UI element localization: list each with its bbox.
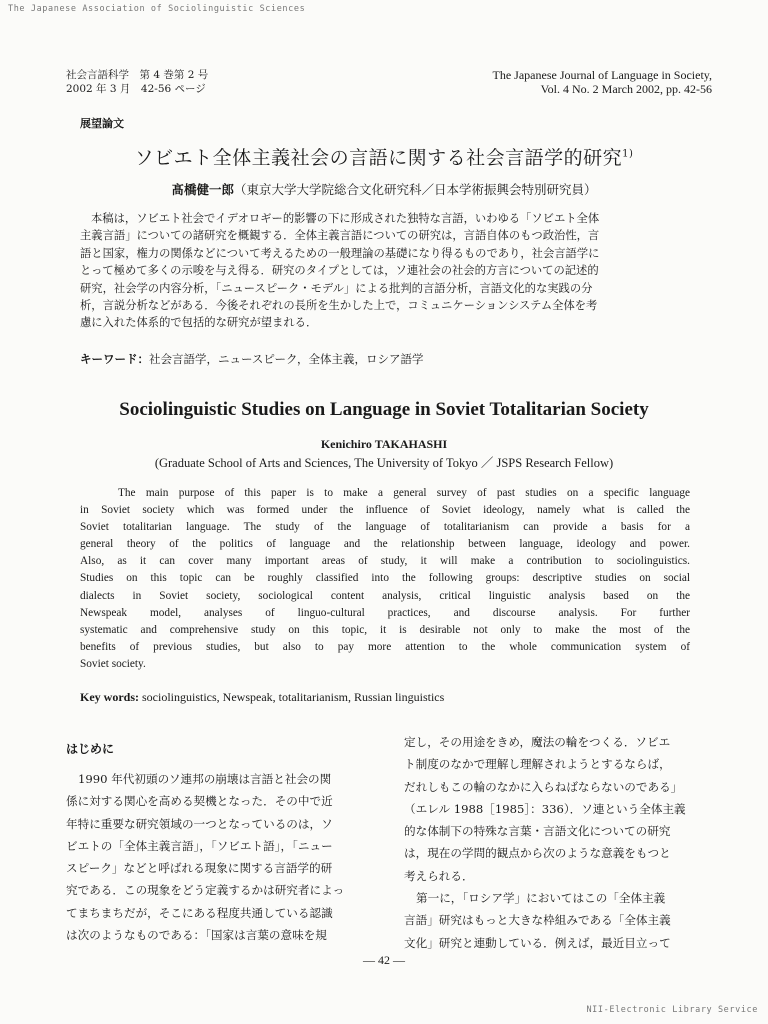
body-line: （エレル 1988［1985］：336）．ソ連という全体主義 — [404, 801, 686, 816]
page-number: — 42 — — [363, 953, 405, 967]
jp-abstract-line: 研究，社会学の内容分析，「ニュースピーク・モデル」による批判的言語分析，言語文化的な実践の分 — [80, 281, 593, 295]
en-title: Sociolinguistic Studies on Language in Soviet Totalitarian Society — [119, 399, 649, 420]
en-abstract-line: Studies on this topic can be roughly classified into the following groups: descriptive studies on social — [80, 572, 690, 585]
article-type: 展望論文 — [80, 117, 124, 130]
journal-header-en-line: The Japanese Journal of Language in Society, — [492, 68, 712, 82]
body-line: てまちまちだが，そこにある程度共通している認識 — [66, 905, 333, 920]
jp-title-footnote[interactable]: 1) — [622, 148, 634, 160]
watermark-top: The Japanese Association of Sociolinguistic Sciences — [8, 4, 306, 14]
jp-abstract-line: 本稿は，ソビエト社会でイデオロギー的影響の下に形成された独特な言語，いわゆる「ソビエト全体 — [91, 212, 600, 225]
section-heading-intro: はじめに — [66, 742, 115, 756]
body-line: だれしもこの輪のなかに入らねばならないのである」 — [404, 779, 683, 794]
jp-abstract-line: 主義言語」についての諸研究を概観する．全体主義言語についての研究は，言語自体のもつ政治性，言 — [80, 229, 600, 243]
en-abstract-line: The main purpose of this paper is to make a general survey of past studies on a specific language — [118, 487, 690, 499]
body-line: ト制度のなかで理解し理解されようとするならば， — [404, 757, 671, 772]
body-line: 定し，その用途をきめ，魔法の輪をつくる．ソビエ — [404, 735, 671, 749]
en-abstract-line: Soviet society. — [80, 657, 146, 670]
en-abstract — [80, 485, 690, 673]
en-keywords-text: sociolinguistics, Newspeak, totalitarianism, Russian linguistics — [142, 690, 445, 704]
en-keywords-label: Key words: — [80, 690, 139, 704]
body-line: は次のようなものである：「国家は言葉の意味を規 — [66, 928, 327, 943]
journal-header-en-line: Vol. 4 No. 2 March 2002, pp. 42-56 — [540, 82, 712, 96]
en-abstract-line: Soviet totalitarian language. The study of the language of totalitarianism can provide a basis for a — [80, 521, 690, 534]
en-affiliation: (Graduate School of Arts and Sciences, The University of Tokyo ／ JSPS Research Fellow) — [154, 456, 614, 470]
jp-author-affiliation: （東京大学大学院総合文化研究科／日本学術振興会特別研究員） — [234, 182, 597, 197]
journal-header-jp-line: 社会言語科学 第 4 巻第 2 号 — [66, 69, 209, 81]
jp-title-text: ソビエト全体主義社会の言語に関する社会言語学的研究 — [134, 147, 623, 169]
jp-keywords-label: キーワード： — [80, 352, 149, 366]
jp-abstract-line: 慮に入れた体系的で包括的な研究が望まれる． — [80, 316, 318, 330]
en-abstract-line: general theory of the politics of language and the relationship between language, ideology and power. — [80, 538, 690, 551]
journal-header-jp-line: 2002 年 3 月 42-56 ページ — [66, 83, 206, 95]
jp-keywords — [80, 351, 424, 367]
body-line: 第一に，「ロシア学」においてはこの「全体主義 — [416, 891, 666, 906]
en-keywords — [80, 690, 444, 705]
en-abstract-line: benefits of previous studies, but also to pay more attention to the whole communication system of — [80, 640, 690, 653]
body-line: スピーク」などと呼ばれる現象に関する言語学的研 — [66, 861, 333, 876]
en-abstract-line: Newspeak model, analyses of linguo-cultural practices, and discourse analysis. For further — [80, 606, 690, 619]
jp-abstract-line: 語と国家，権力の関係などについて考えるための一般理論の基礎になり得るものであり，社会言語学に — [80, 246, 600, 260]
body-line: 究である．この現象をどう定義するかは研究者によっ — [66, 883, 345, 898]
jp-abstract-line: とって極めて多くの示唆を与え得る．研究のタイプとしては，ソ連社会の社会的方言についての記述的 — [80, 264, 599, 278]
journal-header-jp — [66, 68, 208, 96]
en-abstract-line: systematic and comprehensive study on this topic, it is desirable not only to make the most of the — [80, 623, 690, 636]
watermark-bottom: NII-Electronic Library Service — [586, 1005, 758, 1015]
body-line: 的な体制下の特殊な言葉・言語文化についての研究 — [404, 824, 671, 839]
body-line: 考えられる． — [404, 868, 474, 883]
journal-header-en — [493, 68, 712, 96]
body-line: ビエトの「全体主義言語」，「ソビエト語」，「ニュー — [66, 838, 333, 853]
jp-keywords-text: 社会言語学，ニュースピーク，全体主義，ロシア語学 — [149, 352, 424, 366]
en-abstract-line: dialects in Soviet society, sociological content analysis, critical linguistic analysis based on the — [80, 589, 690, 602]
body-column-left — [66, 768, 386, 946]
jp-abstract-line: 析，言説分析などがある．今後それぞれの長所を生かした上で，コミュニケーションシステム全体を考 — [80, 299, 598, 313]
body-line: 文化」研究と連動している．例えば，最近目立って — [404, 935, 671, 950]
jp-author — [0, 180, 768, 198]
body-line: 年特に重要な研究領域の一つとなっているのは，ソ — [66, 816, 333, 831]
jp-author-name: 髙橋健一郎 — [171, 182, 234, 197]
jp-abstract — [80, 210, 700, 332]
en-author: Kenichiro TAKAHASHI — [320, 437, 448, 451]
body-line: 1990 年代初頭のソ連邦の崩壊は言語と社会の関 — [78, 772, 332, 786]
jp-title — [0, 143, 768, 170]
body-line: は，現在の学問的観点から次のような意義をもつと — [404, 846, 671, 861]
body-line: 係に対する関心を高める契機となった．その中で近 — [66, 794, 333, 809]
en-abstract-line: in Soviet society which was formed under the influence of Soviet ideology, namely what is called the — [80, 504, 690, 517]
body-column-right — [404, 731, 714, 954]
en-abstract-line: Also, as it can cover many important areas of study, it will make a contribution to sociolinguistics. — [80, 555, 690, 568]
body-line: 言語」研究はもっと大きな枠組みである「全体主義 — [404, 913, 671, 928]
